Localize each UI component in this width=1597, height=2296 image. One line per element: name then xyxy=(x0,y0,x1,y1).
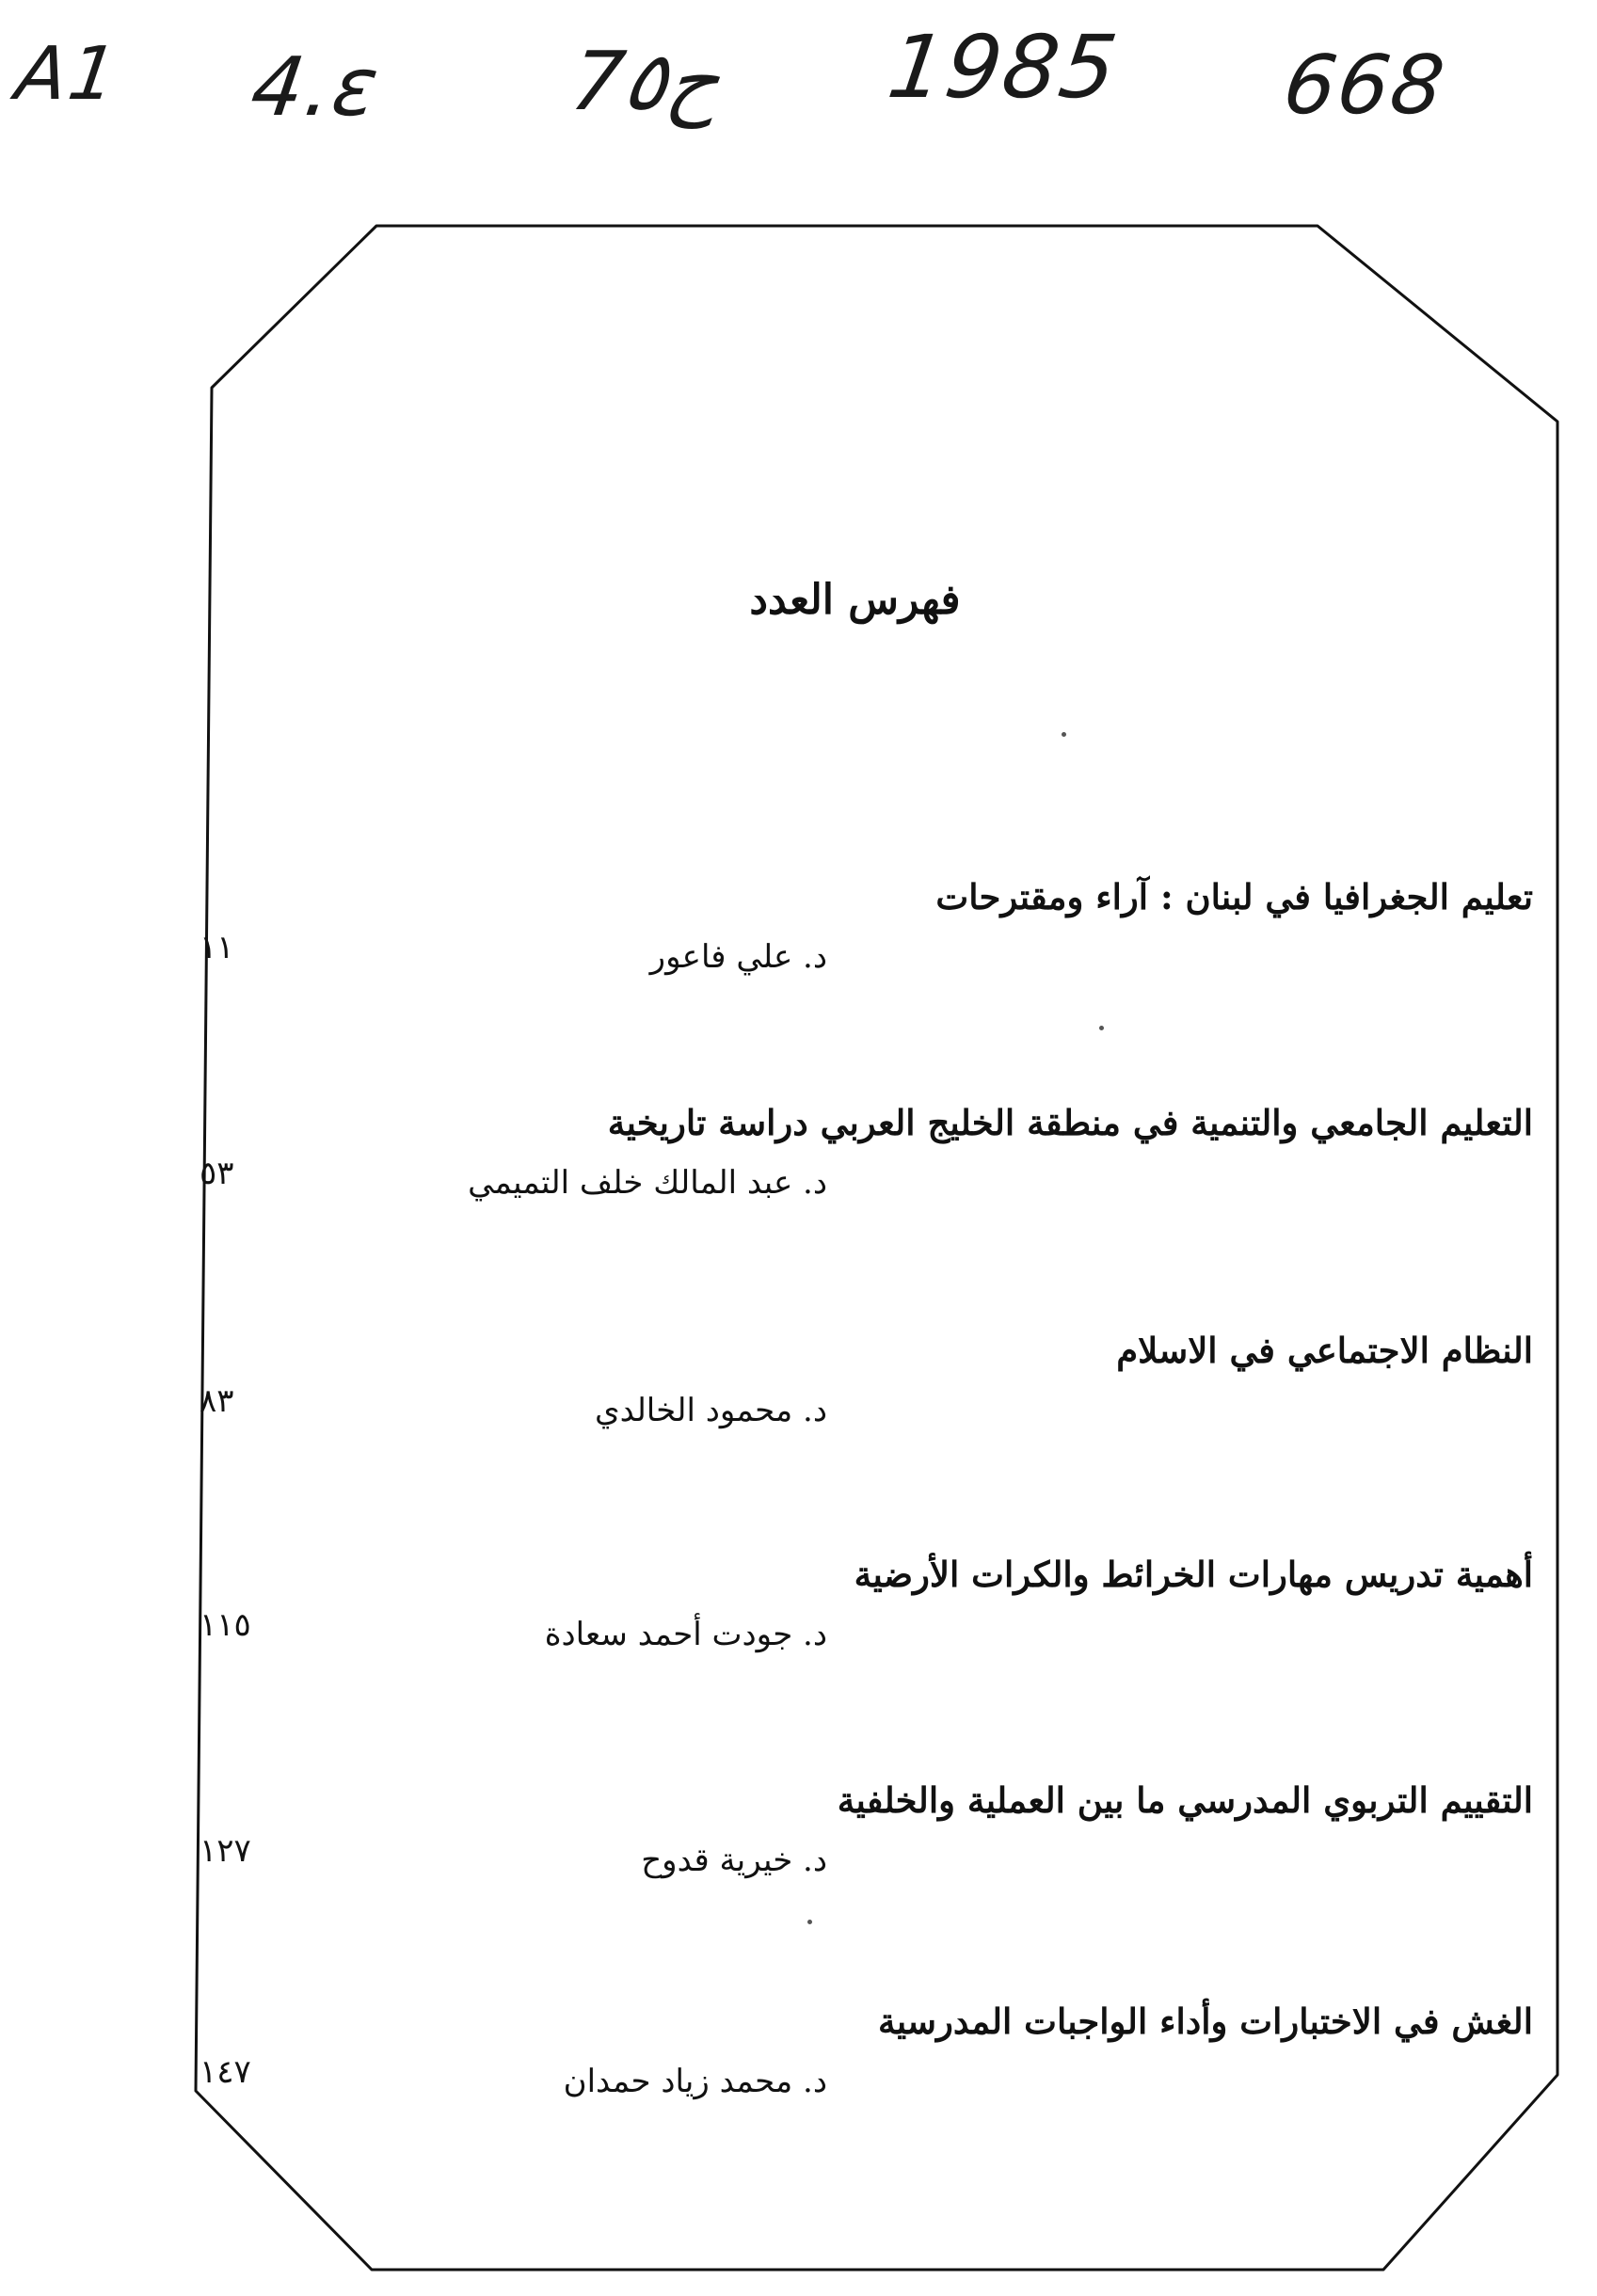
page-number: ٨٣ xyxy=(200,1382,234,1420)
toc-entry xyxy=(0,1553,1597,1666)
page-number: ١٤٧ xyxy=(200,2053,251,2091)
article-title: التعليم الجامعي والتنمية في منطقة الخليج العربي دراسة تاريخية xyxy=(607,1102,1533,1143)
handwritten-issue: 7ح٥ xyxy=(565,35,727,129)
toc-entry xyxy=(0,1101,1597,1214)
article-title: الغش في الاختبارات وأداء الواجبات المدرسية xyxy=(878,2001,1533,2042)
article-title: أهمية تدريس مهارات الخرائط والكرات الأرضية xyxy=(854,1554,1533,1595)
toc-entry xyxy=(0,1329,1597,1442)
page-number: ٥٣ xyxy=(200,1155,234,1192)
handwritten-code: A1 xyxy=(10,32,124,117)
scan-speck xyxy=(1099,1026,1104,1030)
article-title: تعليم الجغرافيا في لبنان : آراء ومقترحات xyxy=(935,876,1533,917)
article-title: النظام الاجتماعي في الاسلام xyxy=(1116,1330,1533,1371)
article-author: د. محمود الخالدي xyxy=(594,1392,827,1429)
scan-speck xyxy=(807,1920,812,1924)
toc-entry xyxy=(0,2000,1597,2113)
handwritten-number: 668 xyxy=(1277,39,1452,133)
toc-entry xyxy=(0,875,1597,988)
article-author: د. محمد زياد حمدان xyxy=(563,2063,827,2100)
article-title: التقييم التربوي المدرسي ما بين العملية والخلفية xyxy=(837,1779,1533,1821)
toc-entry xyxy=(0,1778,1597,1891)
page-number: ١١ xyxy=(200,929,234,966)
handwritten-year: 1985 xyxy=(882,17,1125,118)
handwritten-volume: 4.ε xyxy=(245,40,386,135)
article-author: د. علي فاعور xyxy=(649,938,827,976)
page-number: ١١٥ xyxy=(200,1606,251,1644)
page-number: ١٢٧ xyxy=(200,1832,251,1870)
article-author: د. جودت أحمد سعادة xyxy=(544,1616,827,1653)
page-title: فهرس العدد xyxy=(749,576,961,624)
article-author: د. خيرية قدوح xyxy=(641,1842,827,1879)
article-author: د. عبد المالك خلف التميمي xyxy=(468,1164,827,1202)
scan-speck xyxy=(1062,732,1066,737)
